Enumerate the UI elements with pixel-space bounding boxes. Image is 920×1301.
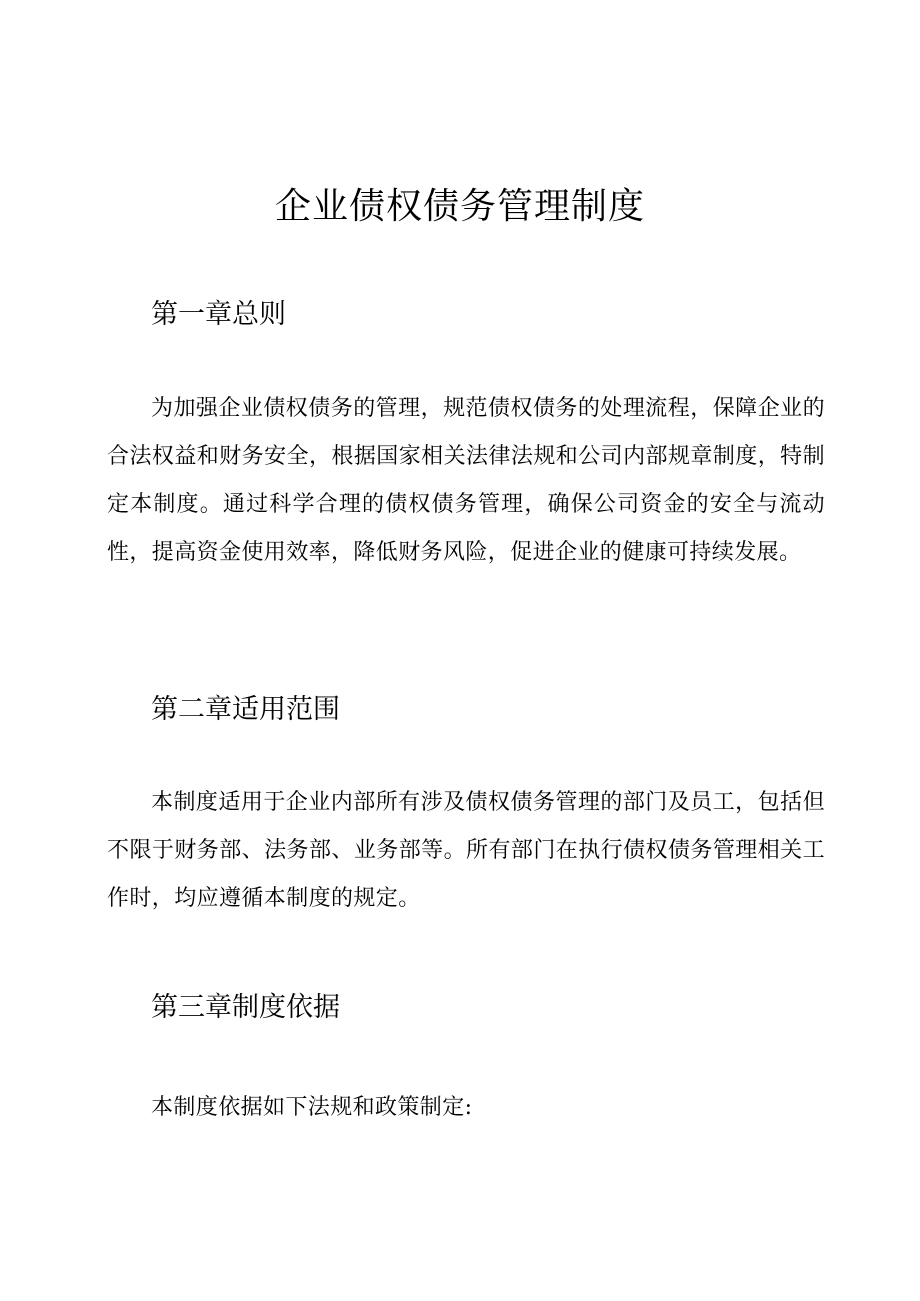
chapter-paragraph-general: 为加强企业债权债务的管理，规范债权债务的处理流程，保障企业的合法权益和财务安全，根据国家相关法律法规和公司内部规章制度，特制定本制度。通过科学合理的债权债务管理，确保公司资金的安全与流动性，提高资金使用效率，降低财务风险，促进企业的健康可持续发展。	[107, 396, 825, 565]
chapter-heading-basis: 第三章制度依据	[151, 992, 340, 1023]
chapter-paragraph-scope: 本制度适用于企业内部所有涉及债权债务管理的部门及员工，包括但不限于财务部、法务部、业务部等。所有部门在执行债权债务管理相关工作时，均应遵循本制度的规定。	[107, 790, 825, 911]
chapter-heading-scope: 第二章适用范围	[151, 694, 340, 725]
document-title: 企业债权债务管理制度	[274, 186, 645, 227]
chapter-heading-general: 第一章总则	[151, 299, 286, 330]
chapter-paragraph-basis: 本制度依据如下法规和政策制定:	[151, 1095, 473, 1120]
